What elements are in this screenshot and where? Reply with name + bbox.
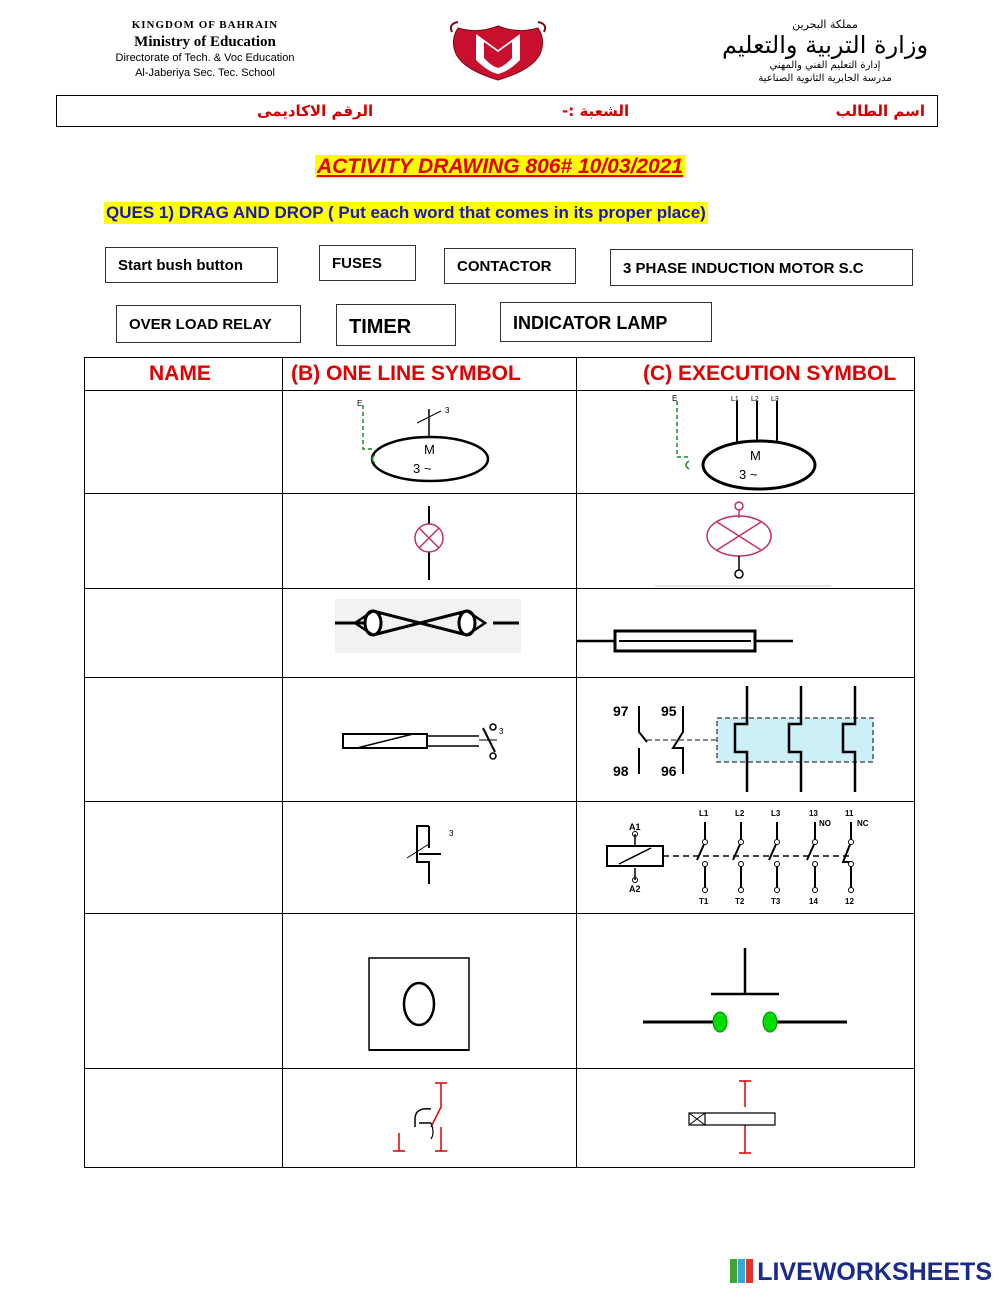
contactor-l1-label: L1 <box>699 809 709 818</box>
overload-97-label: 97 <box>613 703 629 719</box>
contactor-execution-symbol <box>577 802 914 914</box>
drop-zone-row-6[interactable] <box>85 914 283 1069</box>
push-button-one-line-symbol <box>283 914 576 1069</box>
motor-one-line-symbol <box>283 391 576 494</box>
word-contactor[interactable]: CONTACTOR <box>444 248 576 284</box>
drop-zone-row-4[interactable] <box>85 678 283 802</box>
activity-title-text: ACTIVITY DRAWING 806# 10/03/2021 <box>316 155 684 178</box>
motor-3ph-label: 3 ~ <box>413 461 432 476</box>
motor-earth-label: E <box>357 399 363 408</box>
overload-execution-symbol <box>577 678 914 802</box>
table-row <box>85 1069 915 1168</box>
table-row <box>85 802 915 914</box>
table-row <box>85 494 915 589</box>
question-text: QUES 1) DRAG AND DROP ( Put each word that comes in its proper place) <box>106 203 706 222</box>
fuse-one-line-symbol <box>283 589 576 678</box>
contactor-t2-label: T2 <box>735 897 745 906</box>
liveworksheets-icon <box>730 1259 754 1283</box>
word-3-phase-motor[interactable]: 3 PHASE INDUCTION MOTOR S.C <box>610 249 913 286</box>
word-timer[interactable]: TIMER <box>336 304 456 346</box>
lamp-execution-symbol <box>577 494 914 589</box>
academic-number-label: الرقم الاكاديمى <box>257 102 374 120</box>
liveworksheets-logo <box>730 1258 992 1287</box>
header-directorate: Directorate of Tech. & Voc Education <box>115 52 295 64</box>
exec-l2-label: L2 <box>751 396 759 403</box>
header-execution-symbol: (C) EXECUTION SYMBOL <box>577 358 915 391</box>
exec-3ph-label: 3 ~ <box>739 467 758 482</box>
one-line-cell <box>283 678 577 802</box>
motor-m-label: M <box>424 442 435 457</box>
execution-cell <box>577 391 915 494</box>
overload-96-label: 96 <box>661 763 677 779</box>
contactor-t1-label: T1 <box>699 897 709 906</box>
section-label: الشعبة :- <box>562 102 630 120</box>
header-ar-school: مدرسة الجابرية الثانوية الصناعية <box>758 73 892 84</box>
exec-l3-label: L3 <box>771 396 779 403</box>
one-line-cell <box>283 391 577 494</box>
motor-execution-symbol <box>577 391 914 494</box>
table-row <box>85 914 915 1069</box>
one-line-cell <box>283 494 577 589</box>
student-name-label: اسم الطالب <box>835 102 925 120</box>
drop-zone-row-7[interactable] <box>85 1069 283 1168</box>
execution-cell <box>577 589 915 678</box>
symbol-table <box>84 357 915 1168</box>
liveworksheets-text: LIVEWORKSHEETS <box>757 1258 992 1286</box>
contactor-a1-label: A1 <box>629 822 641 832</box>
exec-m-label: M <box>750 448 761 463</box>
contactor-11-label: 11 <box>845 809 854 818</box>
execution-cell <box>577 914 915 1069</box>
timer-execution-symbol <box>577 1069 914 1168</box>
activity-title <box>0 155 1000 179</box>
execution-cell <box>577 1069 915 1168</box>
bahrain-emblem-icon <box>448 20 548 82</box>
drop-zone-row-1[interactable] <box>85 391 283 494</box>
header-ar-kingdom: مملكة البحرين <box>792 18 858 31</box>
execution-cell <box>577 678 915 802</box>
one-line-cell <box>283 1069 577 1168</box>
word-fuses[interactable]: FUSES <box>319 245 416 281</box>
exec-earth-label: E <box>672 394 678 403</box>
timer-one-line-symbol <box>283 1069 576 1168</box>
header-ar-ministry: وزارة التربية والتعليم <box>721 31 929 59</box>
contactor-nc-label: NC <box>857 819 869 828</box>
word-indicator-lamp[interactable]: INDICATOR LAMP <box>500 302 712 342</box>
table-row <box>85 678 915 802</box>
word-overload-relay[interactable]: OVER LOAD RELAY <box>116 305 301 343</box>
one-line-cell <box>283 802 577 914</box>
svg-text:3: 3 <box>449 829 454 838</box>
student-info-box <box>56 95 938 127</box>
table-header-row <box>85 358 915 391</box>
table-row <box>85 589 915 678</box>
contactor-l2-label: L2 <box>735 809 745 818</box>
overload-95-label: 95 <box>661 703 677 719</box>
contactor-13-label: 13 <box>809 809 818 818</box>
drop-zone-row-2[interactable] <box>85 494 283 589</box>
header-ar-directorate: إدارة التعليم الفني والمهني <box>769 60 881 71</box>
fuse-execution-symbol <box>577 589 914 678</box>
one-line-cell <box>283 914 577 1069</box>
header-name: NAME <box>85 358 283 391</box>
lamp-one-line-symbol <box>283 494 576 589</box>
contactor-one-line-symbol <box>283 802 576 914</box>
contactor-14-label: 14 <box>809 897 818 906</box>
contactor-12-label: 12 <box>845 897 854 906</box>
svg-text:3: 3 <box>499 727 504 736</box>
execution-cell <box>577 802 915 914</box>
table-row <box>85 391 915 494</box>
header-one-line-symbol: (B) ONE LINE SYMBOL <box>283 358 577 391</box>
contactor-t3-label: T3 <box>771 897 781 906</box>
overload-98-label: 98 <box>613 763 629 779</box>
drop-zone-row-5[interactable] <box>85 802 283 914</box>
motor-phase-count: 3 <box>445 406 450 415</box>
header-english <box>55 18 355 81</box>
drop-zone-row-3[interactable] <box>85 589 283 678</box>
header-ministry: Ministry of Education <box>134 34 276 50</box>
header-arabic <box>705 18 945 85</box>
execution-cell <box>577 494 915 589</box>
word-start-push-button[interactable]: Start bush button <box>105 247 278 283</box>
contactor-a2-label: A2 <box>629 884 641 894</box>
push-button-execution-symbol <box>577 914 914 1069</box>
header-kingdom: KINGDOM OF BAHRAIN <box>131 19 279 31</box>
exec-l1-label: L1 <box>731 396 739 403</box>
contactor-no-label: NO <box>819 819 831 828</box>
one-line-cell <box>283 589 577 678</box>
contactor-l3-label: L3 <box>771 809 781 818</box>
overload-one-line-symbol <box>283 678 576 802</box>
header-school: Al-Jaberiya Sec. Tec. School <box>135 67 275 79</box>
